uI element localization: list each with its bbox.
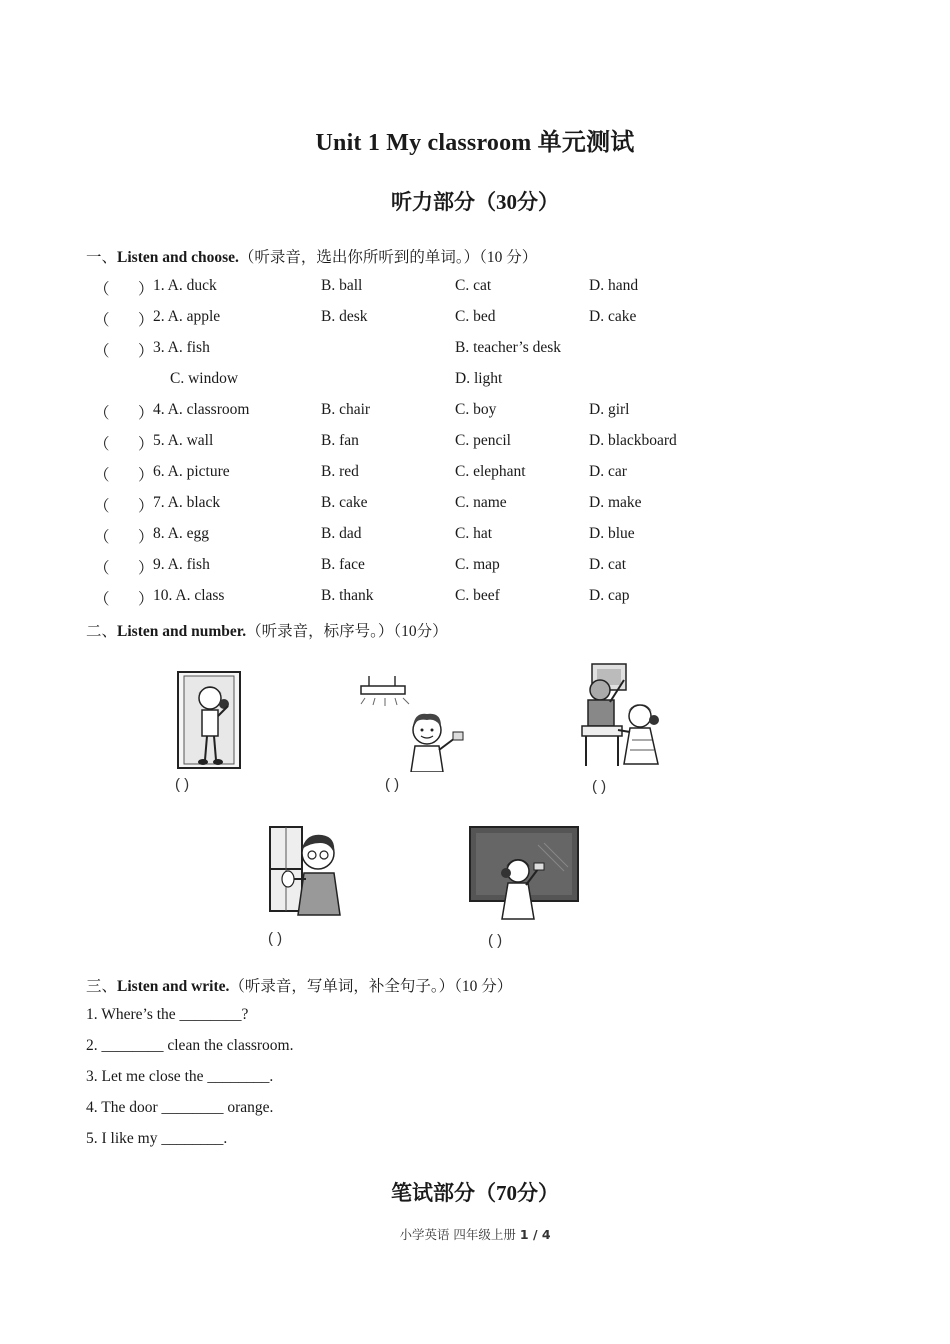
option-d: D. girl [589,401,630,418]
answer-paren-close: ） [138,405,154,422]
option-c: C. map [455,556,500,573]
option-c: C. cat [455,277,492,294]
option-a: 2. A. apple [153,308,221,325]
fill-in-sentence: 5. I like my ________. [86,1130,228,1147]
option-c: C. elephant [455,463,526,480]
answer-paren-close: ） [138,529,154,546]
option-a: 3. A. fish [153,339,210,356]
picture-4-answer-slot: ( ) [268,930,283,947]
answer-paren-open: （ [94,405,110,422]
option-a: 4. A. classroom [153,401,250,418]
option-d: D. blue [589,525,635,542]
question-row-continued [0,370,950,390]
picture-boy-light [355,672,475,772]
answer-paren-open: （ [94,591,110,608]
question-row [0,277,950,297]
question-row [0,556,950,576]
fill-in-sentence: 1. Where’s the ________? [86,1006,249,1023]
option-d: D. make [589,494,642,511]
question-row [0,432,950,452]
option-d: D. car [589,463,627,480]
option-b: B. ball [321,277,363,294]
option-c: C. bed [455,308,496,325]
answer-paren-open: （ [94,312,110,329]
part3-title: Listen and write. [117,978,230,995]
answer-paren-close: ） [138,281,154,298]
picture-1-answer-slot: ( ) [175,776,190,793]
part2-prefix: 二、 [86,623,118,640]
answer-paren-close: ） [138,498,154,515]
option-c: C. hat [455,525,493,542]
picture-girl-blackboard [468,825,580,927]
part3-instruction: （听录音，写单词，补全句子。）（10 分） [229,978,513,995]
part1-instruction: （听录音，选出你所听到的单词。）（10 分） [238,249,538,266]
page-footer [0,1225,950,1243]
question-row [0,587,950,607]
option-b: B. cake [321,494,368,511]
picture-man-window [266,823,352,917]
option-d: D. cake [589,308,637,325]
option-d: D. cat [589,556,627,573]
option-c: C. beef [455,587,500,604]
answer-paren-open: （ [94,529,110,546]
fill-in-sentence: 3. Let me close the ________. [86,1068,274,1085]
picture-5-answer-slot: ( ) [488,932,503,949]
option-b: B. desk [321,308,368,325]
option-a: 10. A. class [153,587,225,604]
answer-paren-open: （ [94,560,110,577]
answer-paren-close: ） [138,312,154,329]
option-b: B. face [321,556,365,573]
answer-paren-close: ） [138,343,154,360]
option-c: C. window [170,370,239,387]
question-row [0,463,950,483]
option-a: 1. A. duck [153,277,217,294]
answer-paren-open: （ [94,343,110,360]
option-b: B. dad [321,525,362,542]
page-number: 1 / 4 [519,1227,551,1242]
question-row [0,339,950,359]
writing-heading: 笔试部分（70分） [391,1181,559,1205]
document-title: Unit 1 My classroom 单元测试 [315,130,635,156]
option-d: D. hand [589,277,639,294]
picture-kids-cleaning [578,660,678,772]
fill-in-sentence: 4. The door ________ orange. [86,1099,274,1116]
option-b: B. teacher’s desk [455,339,562,356]
question-row [0,401,950,421]
option-b: B. chair [321,401,371,418]
option-c: C. boy [455,401,497,418]
answer-paren-close: ） [138,560,154,577]
question-row [0,494,950,514]
answer-paren-open: （ [94,281,110,298]
answer-paren-open: （ [94,436,110,453]
option-c: C. pencil [455,432,511,449]
part2-instruction: （听录音，标序号。）（10分） [246,623,448,640]
question-row [0,525,950,545]
part3-heading [86,974,512,996]
question-row [0,308,950,328]
option-b: B. red [321,463,359,480]
picture-3-answer-slot: ( ) [592,778,607,795]
option-a: 8. A. egg [153,525,209,542]
option-a: 5. A. wall [153,432,214,449]
option-d: D. blackboard [589,432,677,449]
option-d: D. light [455,370,503,387]
footer-text: 小学英语 四年级上册 [399,1227,520,1242]
fill-in-sentence: 2. ________ clean the classroom. [86,1037,294,1054]
answer-paren-open: （ [94,467,110,484]
answer-paren-close: ） [138,591,154,608]
part1-title: Listen and choose. [117,249,239,266]
part1-heading [86,245,537,267]
picture-girl-at-door [172,668,262,778]
part1-prefix: 一、 [86,249,118,266]
answer-paren-close: ） [138,436,154,453]
option-d: D. cap [589,587,630,604]
option-a: 9. A. fish [153,556,210,573]
part2-title: Listen and number. [117,623,247,640]
option-c: C. name [455,494,507,511]
option-b: B. fan [321,432,359,449]
listening-heading: 听力部分（30分） [391,190,559,214]
option-a: 6. A. picture [153,463,230,480]
picture-2-answer-slot: ( ) [385,776,400,793]
part3-prefix: 三、 [86,978,118,995]
answer-paren-close: ） [138,467,154,484]
option-a: 7. A. black [153,494,221,511]
answer-paren-open: （ [94,498,110,515]
part2-heading [86,619,448,641]
option-b: B. thank [321,587,374,604]
